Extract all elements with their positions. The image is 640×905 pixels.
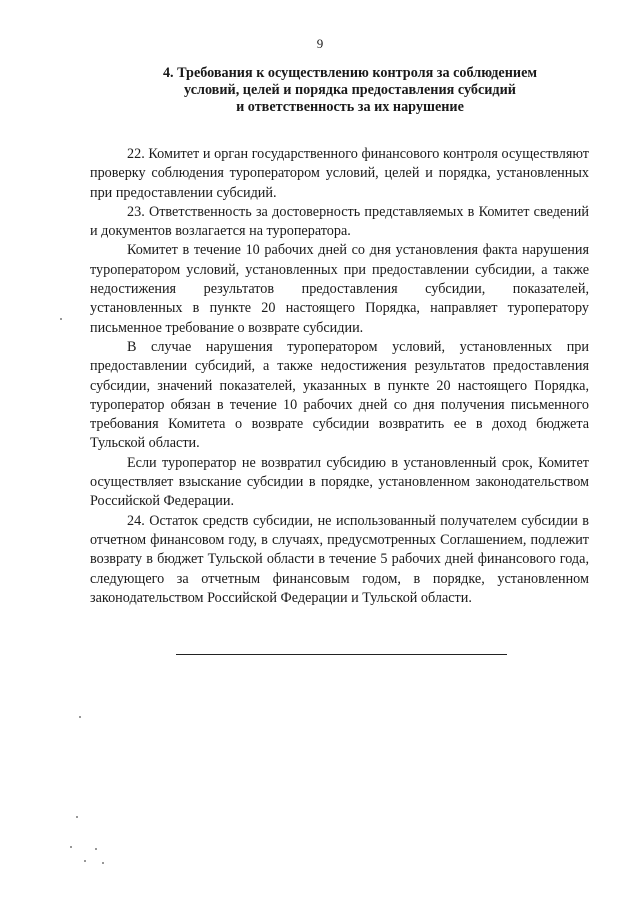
paragraph-23-recovery: Если туроператор не возвратил субсидию в установленный срок, Комитет осуществляет взыскание субсидии в порядке, установленном законодательством Российской Федерации. (90, 454, 589, 510)
scan-speck (95, 848, 97, 850)
scan-speck (60, 318, 62, 320)
section-heading-line-1: 4. Требования к осуществлению контроля за соблюдением (162, 65, 538, 81)
paragraph-24: 24. Остаток средств субсидии, не использованный получателем субсидии в отчетном финансовом году, в случаях, предусмотренных Соглашением, подлежит возврату в бюджет Тульской области в течение 5 рабочих дней финансового года, следующего за отчетным финансовым годом, в порядке, установленном законодательством Российской Федерации и Тульской области. (90, 512, 589, 606)
paragraph-23-refund-obligation: В случае нарушения туроператором условий, установленных при предоставлении субсидий, а также недостижения результатов предоставления субсидии, значений показателей, указанных в пункте 20 настоящего Порядка, туроператор обязан в течение 10 рабочих дней со дня получения письменного требования Комитета о возврате субсидии возвратить ее в доход бюджета Тульской области. (90, 338, 589, 452)
end-separator-line (176, 654, 507, 655)
page-number: 9 (316, 36, 324, 51)
paragraph-22: 22. Комитет и орган государственного финансового контроля осуществляют проверку соблюдения туроператором условий, целей и порядка, установленных при предоставлении субсидий. (90, 146, 589, 201)
section-heading-line-3: и ответственность за их нарушение (236, 99, 464, 115)
scan-speck (102, 862, 104, 864)
section-heading-line-2: условий, целей и порядка предоставления субсидий (184, 82, 516, 98)
paragraph-23-notice: Комитет в течение 10 рабочих дней со дня установления факта нарушения туроператором условий, установленных при предоставлении субсидии, а также недостижения результатов предоставления субсидии, показателей, установленных в пункте 20 настоящего Порядка, направляет туроператору письменное требование о возврате субсидии. (90, 242, 589, 336)
document-body (90, 145, 589, 608)
paragraph-23: 23. Ответственность за достоверность представляемых в Комитет сведений и документов возлагается на туроператора. (90, 203, 589, 240)
scan-speck (84, 860, 86, 862)
scan-speck (70, 846, 72, 848)
section-heading (110, 65, 590, 116)
scan-speck (79, 716, 81, 718)
scan-speck (76, 816, 78, 818)
